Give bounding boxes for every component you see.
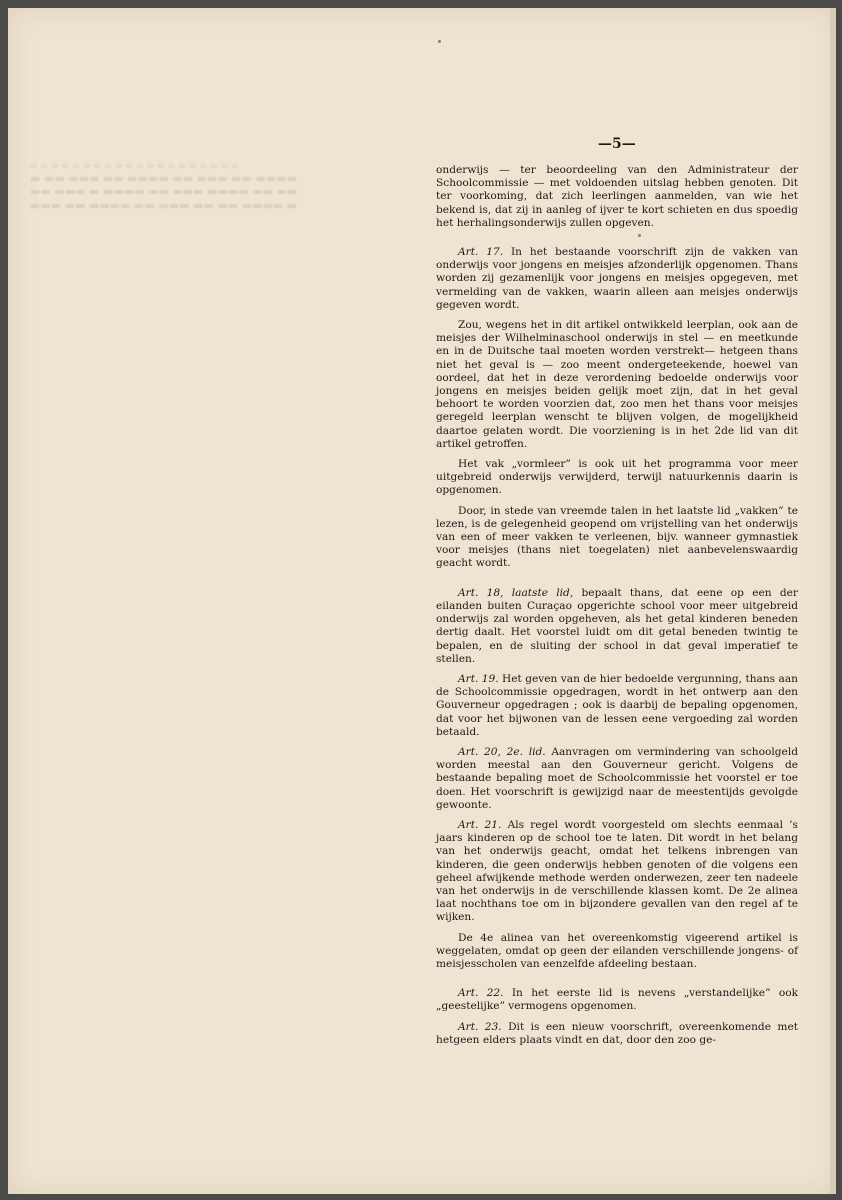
paper-speck bbox=[438, 40, 441, 43]
paragraph: onderwijs — ter beoordeeling van den Administrateur der Schoolcommissie — met voldoenden uitslag hebben genoten. Dit ter voorkoming, dat zich leerlingen aanmelden, van wie het bekend is, dat zij in aanleg of ijver te kort schieten en dus spoedig het herhalingsonderwijs zullen opgeven. bbox=[436, 164, 798, 229]
document-page bbox=[8, 8, 836, 1194]
paragraph: De 4e alinea van het overeenkomstig vigeerend artikel is weggelaten, omdat op geen der eilanden verschillende jongens- of meisjesscholen van eenzelfde afdeeling bestaan. bbox=[436, 931, 798, 970]
bleed-through-text: ⴰ ⴰ ⴰ ⴰ ⴰ ⴰ ⴰ ⴰ ⴰ ⴰ ⴰ ⴰ ⴰ ⴰ ⴰ ⴰ ⴰ ⴰ ⴰ ⴰ ▬ ▬▬ ▬▬▬ ▬▬ ▬▬▬▬ ▬▬ ▬▬▬ ▬▬ ▬▬▬▬ ▬▬ ▬▬▬ ▬ ▬▬▬▬ ▬▬ ▬▬▬ ▬▬▬▬ ▬▬ ▬▬ ▬▬▬ ▬▬ ▬▬▬▬ ▬▬ ▬▬▬ ▬▬ ▬▬ ▬▬▬▬ ▬ bbox=[30, 158, 298, 212]
paragraph-art-20: Art. 20, 2e. lid. Aanvragen om vermindering van schoolgeld worden meestal aan den Gouverneur gericht. Volgens de bestaande bepaling moet de Schoolcommissie het voorstel er toe doen. Het voorschrift is gewijzigd naar de meestentijds gevolgde gewoonte. bbox=[436, 745, 798, 811]
paragraph-art-21: Art. 21. Als regel wordt voorgesteld om slechts eenmaal ’s jaars kinderen op de school toe te laten. Dit wordt in het belang van het onderwijs geacht, omdat het telkens inbrengen van kinderen, die geen onderwijs hebben genoten of die volgens een geheel afwijkende methode werden onderwezen, zeer ten nadeele van het onderwijs in de verschillende klassen komt. De 2e alinea laat nochthans toe om in bijzondere gevallen van den regel af te wijken. bbox=[436, 818, 798, 924]
page-edge bbox=[830, 8, 836, 1194]
paragraph: Door, in stede van vreemde talen in het laatste lid „vakken” te lezen, is de gelegenheid geopend om vrijstelling van het onderwijs van een of meer vakken te verleenen, bijv. wanneer gymnastiek voor meisjes (thans niet toegelaten) niet aanbevelenswaardig geacht wordt. bbox=[436, 504, 798, 570]
text-column bbox=[436, 164, 798, 1054]
page-number: —5— bbox=[598, 136, 636, 152]
paragraph: Het vak „vormleer” is ook uit het programma voor meer uitgebreid onderwijs verwijderd, terwijl natuurkennis daarin is opgenomen. bbox=[436, 458, 798, 497]
paragraph-art-18: Art. 18, laatste lid, bepaalt thans, dat eene op een der eilanden buiten Curaçao opgerichte school voor meer uitgebreid onderwijs zal worden opgeheven, als het getal kinderen beneden dertig daalt. Het voorstel luidt om dit getal beneden twintig te bepalen, en de sluiting der school in dat geval imperatief te stellen. bbox=[436, 586, 798, 665]
paragraph-art-19: Art. 19. Het geven van de hier bedoelde vergunning, thans aan de Schoolcommissie opgedragen, wordt in het ontwerp aan den Gouverneur opgedragen ; ook is daarbij de bepaling opgenomen, dat voor het bijwonen van de lessen eene vergoeding zal worden betaald. bbox=[436, 672, 798, 738]
paragraph-art-23: Art. 23. Dit is een nieuw voorschrift, overeenkomende met hetgeen elders plaats vindt en dat, door den zoo ge- bbox=[436, 1020, 798, 1046]
paragraph-art-22: Art. 22. In het eerste lid is nevens „verstandelijke” ook „geestelijke” vermogens opgenomen. bbox=[436, 987, 798, 1013]
paragraph-art-17: Art. 17. In het bestaande voorschrift zijn de vakken van onderwijs voor jongens en meisjes afzonderlijk opgenomen. Thans worden zij gezamenlijk voor jongens en meisjes opgegeven, met vermelding van de vakken, waarin alleen aan meisjes onderwijs gegeven wordt. bbox=[436, 246, 798, 311]
paragraph: Zou, wegens het in dit artikel ontwikkeld leerplan, ook aan de meisjes der Wilhelminaschool onderwijs in stel — en meetkunde en in de Duitsche taal moeten worden verstrekt— hetgeen thans niet het geval is — zoo meent ondergeteekende, hoewel van oordeel, dat het in deze verordening bedoelde onderwijs voor jongens en meisjes beiden gelijk moet zijn, dat in het geval behoort te worden voorzien dat, zoo men het thans voor meisjes geregeld leerplan wenscht te blijven volgen, de mogelijkheid daartoe gelaten wordt. Die voorziening is in het 2de lid van dit artikel getroffen. bbox=[436, 319, 798, 450]
